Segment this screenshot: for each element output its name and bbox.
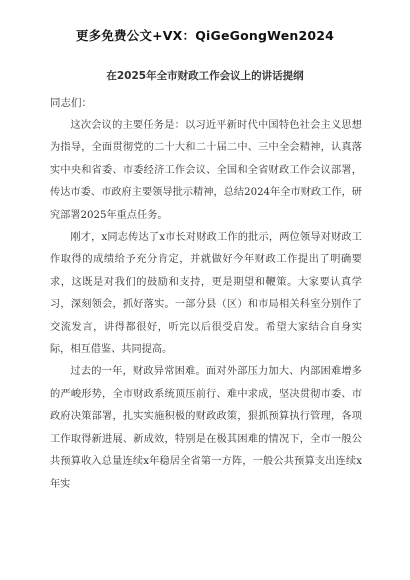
paragraph: 刚才，x同志传达了x市长对财政工作的批示，两位领导对财政工作取得的成绩给予充分肯定，并就做好今年财政工作提出了明确要求，这既是对我们的鼓励和支持，更是期望和鞭策。大家要认真学习，深刻领会，抓好落实。一部分县（区）和市局相关科室分别作了交流发言，讲得都很好，听完以后很受启发。希望大家结合自身实际，相互借鉴、共同提高。 <box>50 232 362 356</box>
paragraph: 这次会议的主要任务是：以习近平新时代中国特色社会主义思想为指导，全面贯彻党的二十大和二十届二中、三中全会精神，认真落实中央和省委、市委经济工作会议、全国和全省财政工作会议部署，传达市委、市政府主要领导批示精神，总结2024年全市财政工作，研究部署2025年重点任务。 <box>50 120 362 221</box>
document-title: 在2025年全市财政工作会议上的讲话提纲 <box>106 70 304 82</box>
paragraph: 过去的一年，财政异常困难。面对外部压力加大、内部困难增多的严峻形势，全市财政系统顶压前行、难中求成，坚决贯彻市委、市政府决策部署，扎实实施积极的财政政策，狠抓预算执行管理，各项工作取得新进展、新成效，特别是在极其困难的情况下，全市一般公共预算收入总量连续x年稳居全省第一方阵，一般公共预算支出连续x年实 <box>50 366 362 490</box>
document-body <box>50 115 362 496</box>
promo-banner: 更多免费公文+VX：QiGeGongWen2024 <box>75 28 335 43</box>
salutation: 同志们： <box>50 97 92 109</box>
